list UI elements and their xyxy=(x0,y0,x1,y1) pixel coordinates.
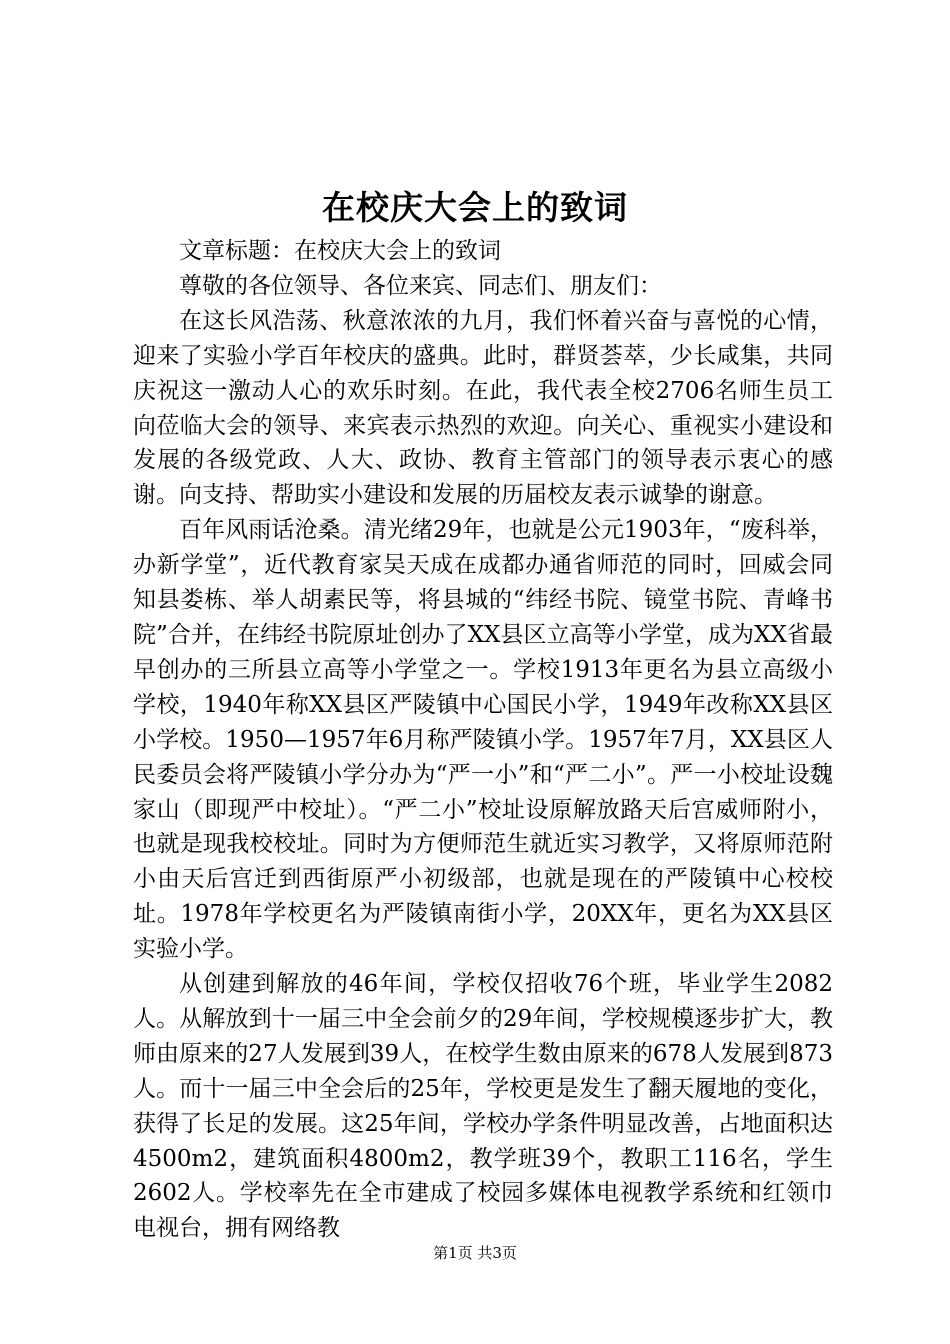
paragraph: 百年风雨话沧桑。清光绪29年，也就是公元1903年，“废科举，办新学堂”，近代教育家吴天成在成都办通省师范的同时，回威会同知县娄栋、举人胡素民等，将县城的“纬经书院、镜堂书院、青峰书院”合并，在纬经书院原址创办了XX县区立高等小学堂，成为XX省最早创办的三所县立高等小学堂之一。学校1913年更名为县立高级小学校，1940年称XX县区严陵镇中心国民小学，1949年改称XX县区小学校。1950—1957年6月称严陵镇小学。1957年7月，XX县区人民委员会将严陵镇小学分办为“严一小”和“严二小”。严一小校址设魏家山（即现严中校址）。“严二小”校址设原解放路天后宫威师附小，也就是现我校校址。同时为方便师范生就近实习教学，又将原师范附小由天后宫迁到西街原严小初级部，也就是现在的严陵镇中心校校址。1978年学校更名为严陵镇南街小学，20XX年，更名为XX县区实验小学。 xyxy=(133,517,833,963)
document-body xyxy=(133,234,833,1246)
article-title-line: 文章标题：在校庆大会上的致词 xyxy=(179,238,501,264)
paragraph: 从创建到解放的46年间，学校仅招收76个班，毕业学生2082人。从解放到十一届三中全会前夕的29年间，学校规模逐步扩大，教师由原来的27人发展到39人，在校学生数由原来的678人发展到873人。而十一届三中全会后的25年，学校更是发生了翻天履地的变化，获得了长足的发展。这25年间，学校办学条件明显改善，占地面积达4500m2，建筑面积4800m2，教学班39个，教职工116名，学生2602人。学校率先在全市建成了校园多媒体电视教学系统和红领巾电视台，拥有网络教 xyxy=(133,971,833,1242)
document-title: 在校庆大会上的致词 xyxy=(322,188,628,227)
salutation: 尊敬的各位领导、各位来宾、同志们、朋友们： xyxy=(179,272,662,299)
paragraph: 在这长风浩荡、秋意浓浓的九月，我们怀着兴奋与喜悦的心情，迎来了实验小学百年校庆的盛典。此时，群贤荟萃，少长咸集，共同庆祝这一激动人心的欢乐时刻。在此，我代表全校2706名师生员工向莅临大会的领导、来宾表示热烈的欢迎。向关心、重视实小建设和发展的各级党政、人大、政协、教育主管部门的领导表示衷心的感谢。向支持、帮助实小建设和发展的历届校友表示诚挚的谢意。 xyxy=(133,307,833,509)
page-footer: 第1页 共3页 xyxy=(433,1244,517,1262)
